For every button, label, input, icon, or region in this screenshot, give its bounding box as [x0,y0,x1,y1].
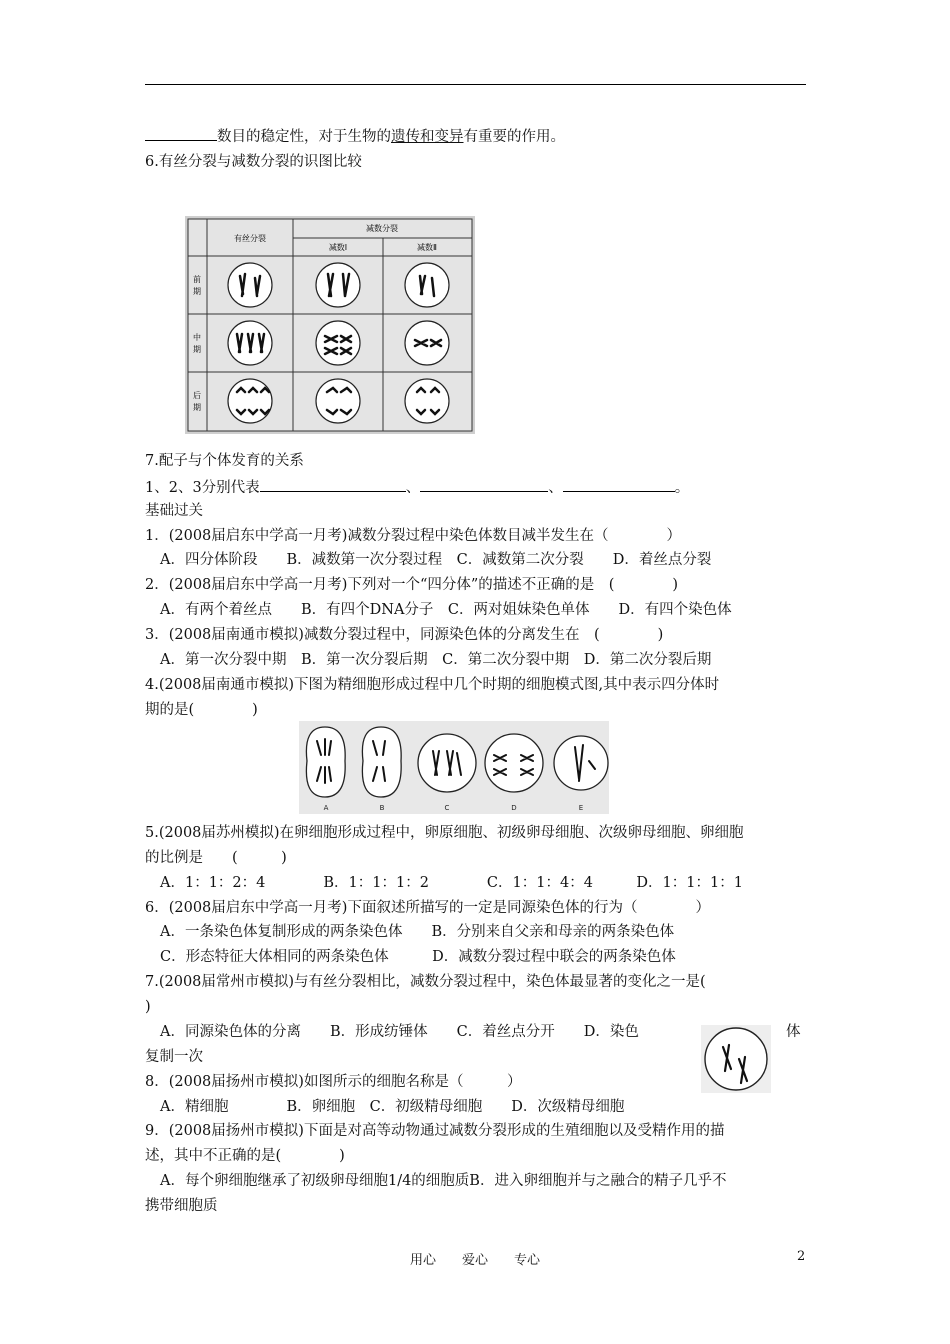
question-4-line-1: 4.(2008届南通市模拟)下图为精细胞形成过程中几个时期的细胞模式图,其中表示四分体时 [145,677,720,693]
section-6-title: 6.有丝分裂与减数分裂的识图比较 [145,154,362,170]
row-anaphase-label-1: 后 [193,391,201,400]
col-meiosis1-label: 减数Ⅰ [328,243,348,252]
header-rule [145,84,806,85]
question-7-line-2: ) [145,999,151,1015]
question-5-line-2: 的比例是 ( ) [145,850,287,866]
row-prophase-label-1: 前 [193,275,201,284]
question-1-options: A．四分体阶段 B．减数第一次分裂过程 C．减数第二次分裂 D．着丝点分裂 [160,552,712,568]
blank-3[interactable] [563,477,675,492]
page-footer: 用心 爱心 专心 [409,1253,540,1268]
line-gamete: 1、2、3分别代表 、 、 。 [145,477,689,498]
row-metaphase-label-1: 中 [193,333,201,342]
row-anaphase-label-2: 期 [193,403,201,412]
question-9-line-1: 9．(2008届扬州市模拟)下面是对高等动物通过减数分裂形成的生殖细胞以及受精作用的描 [145,1123,725,1139]
question-4-line-2: 期的是( ) [145,702,258,718]
row-prophase-label-2: 期 [193,287,201,296]
question-4-figure [299,721,609,814]
question-8-options: A．精细胞 B．卵细胞 C．初级精母细胞 D．次级精母细胞 [160,1099,625,1115]
col-meiosis2-label: 减数Ⅱ [417,243,437,252]
question-9-line-3: 携带细胞质 [145,1198,218,1214]
question-3: 3．(2008届南通市模拟)减数分裂过程中，同源染色体的分离发生在 ( ) [145,627,664,643]
section-7-title: 7.配子与个体发育的关系 [145,453,304,469]
question-6-options-2: C．形态特征大体相同的两条染色体 D．减数分裂过程中联会的两条染色体 [160,949,676,965]
col-meiosis-label: 减数分裂 [366,224,398,233]
question-1: 1．(2008届启东中学高一月考)减数分裂过程中染色体数目减半发生在（ ） [145,528,681,544]
fill-blank[interactable] [145,126,217,141]
question-8: 8．(2008届扬州市模拟)如图所示的细胞名称是（ ） [145,1074,522,1090]
question-2: 2．(2008届启东中学高一月考)下列对一个“四分体”的描述不正确的是 ( ) [145,577,679,593]
comparison-table-figure [185,216,475,434]
fig4-label-d: D [511,804,517,812]
question-3-options: A．第一次分裂中期 B．第一次分裂后期 C．第二次分裂中期 D．第二次分裂后期 [160,652,712,668]
blank-2[interactable] [420,477,548,492]
fig4-label-e: E [578,804,584,812]
question-5-options: A．1：1：2：4 B．1：1：1：2 C．1：1：4：4 D．1：1：1：1 [160,875,743,891]
line-1: 数目的稳定性，对于生物的遗传和变异有重要的作用。 [145,126,565,147]
question-8-cell-figure [701,1025,771,1093]
fig4-label-a: A [323,804,329,812]
question-9-options: A．每个卵细胞继承了初级卵母细胞1/4的细胞质B．进入卵细胞并与之融合的精子几乎不 [160,1173,727,1189]
row-metaphase-label-2: 期 [193,345,201,354]
blank-1[interactable] [260,477,406,492]
question-7-line-1: 7.(2008届常州市模拟)与有丝分裂相比，减数分裂过程中，染色体最显著的变化之一是( [145,974,706,990]
question-5-line-1: 5.(2008届苏州模拟)在卵细胞形成过程中，卵原细胞、初级卵母细胞、次级卵母细胞、卵细胞 [145,825,744,841]
question-7-line-3: 复制一次 [145,1049,203,1065]
question-6-options-1: A．一条染色体复制形成的两条染色体 B．分别来自父亲和母亲的两条染色体 [160,924,675,940]
col-mitosis-label: 有丝分裂 [234,234,266,243]
fig4-label-c: C [444,804,450,812]
question-2-options: A．有两个着丝点 B．有四个DNA分子 C．两对姐妹染色单体 D．有四个染色体 [160,602,732,618]
page-number: 2 [797,1249,806,1264]
question-7-options-tail: 体 [786,1024,801,1040]
question-7-options: A．同源染色体的分离 B．形成纺锤体 C．着丝点分开 D．染色 [160,1024,639,1040]
section-basic: 基础过关 [145,503,203,519]
fig4-label-b: B [379,804,385,812]
question-9-line-2: 述，其中不正确的是( ) [145,1148,345,1164]
question-6: 6．(2008届启东中学高一月考)下面叙述所描写的一定是同源染色体的行为（ ） [145,900,710,916]
